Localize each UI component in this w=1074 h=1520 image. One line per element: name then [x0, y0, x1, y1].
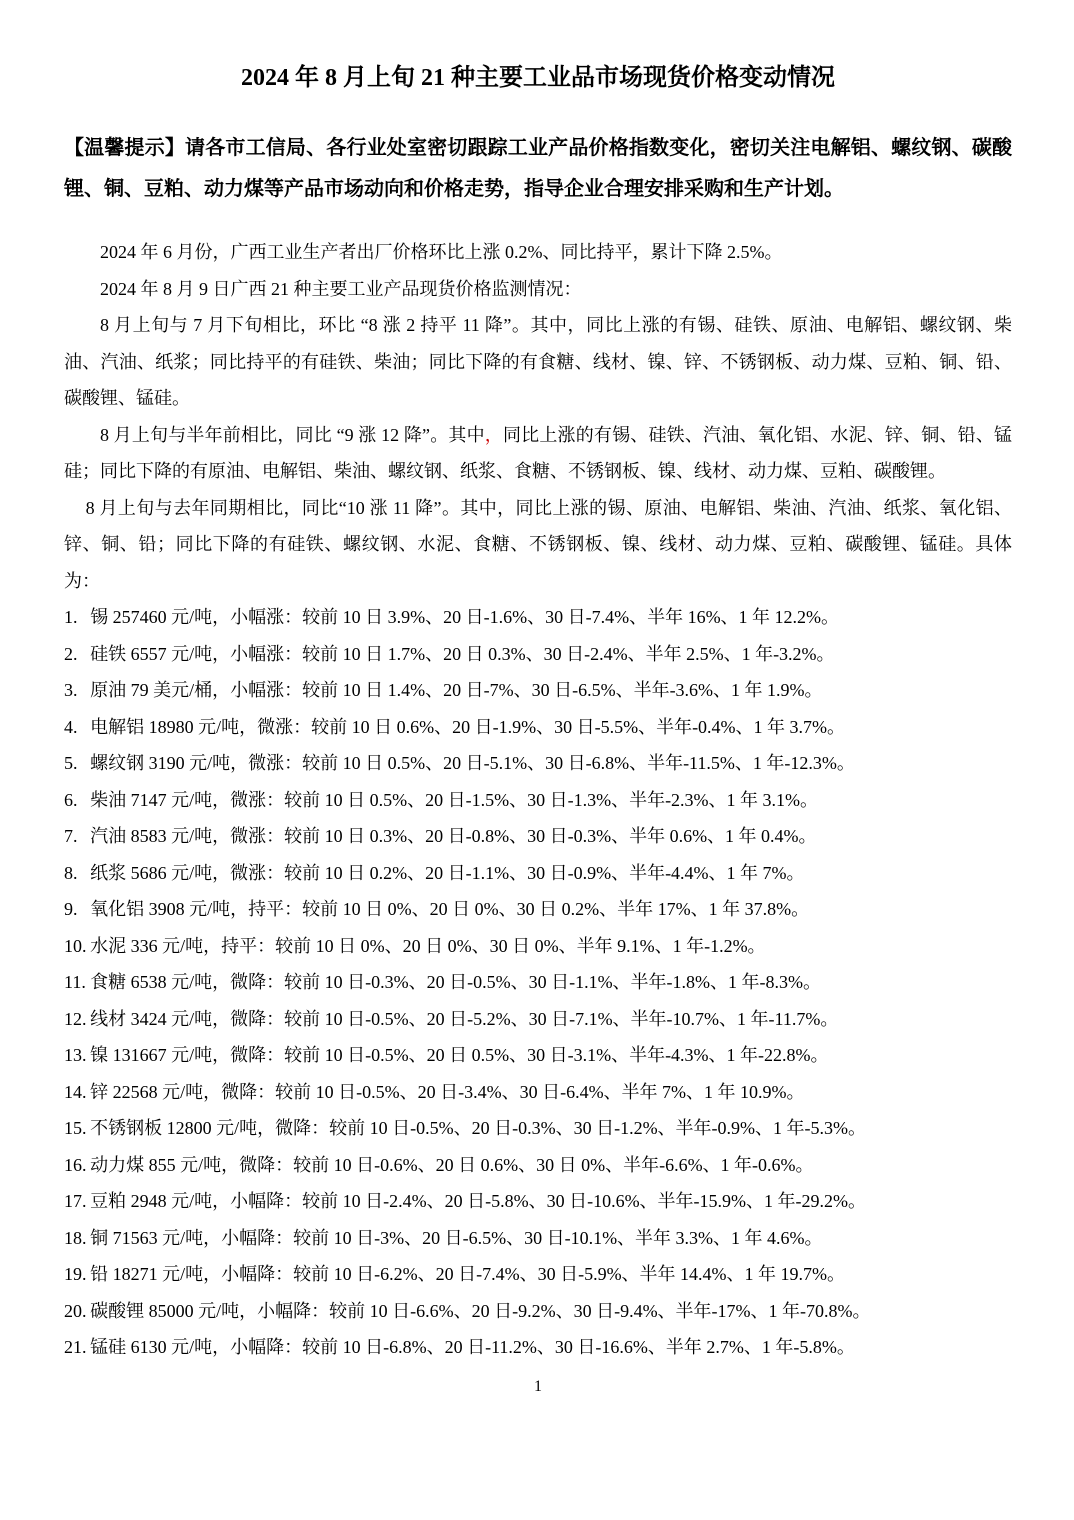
item-text: 螺纹钢 3190 元/吨，微涨：较前 10 日 0.5%、20 日-5.1%、30 日-6.8%、半年-11.5%、1 年-12.3%。: [90, 753, 855, 773]
list-item: [64, 928, 1012, 965]
price-list: [64, 599, 1012, 1366]
item-number: 11.: [64, 972, 86, 992]
list-item: [64, 1256, 1012, 1293]
paragraph-vs-half-year-before: 8 月上旬与半年前相比，同比 “9 涨 12 降”。其中: [100, 424, 485, 445]
item-number: 19.: [64, 1264, 87, 1284]
item-number: 7.: [64, 826, 78, 846]
list-item: [64, 1110, 1012, 1147]
item-number: 4.: [64, 716, 78, 737]
item-number: 8.: [64, 862, 78, 883]
list-item: [64, 818, 1012, 855]
list-item: [64, 855, 1012, 892]
item-number: 18.: [64, 1227, 87, 1248]
item-text: 硅铁 6557 元/吨，小幅涨：较前 10 日 1.7%、20 日 0.3%、30 日-2.4%、半年 2.5%、1 年-3.2%。: [90, 643, 835, 664]
item-text: 镍 131667 元/吨，微降：较前 10 日-0.5%、20 日 0.5%、30 日-3.1%、半年-4.3%、1 年-22.8%。: [90, 1045, 829, 1065]
item-text: 水泥 336 元/吨，持平：较前 10 日 0%、20 日 0%、30 日 0%、半年 9.1%、1 年-1.2%。: [90, 935, 766, 956]
page-number: 1: [534, 1377, 542, 1395]
item-number: 20.: [64, 1300, 87, 1321]
list-item: [64, 709, 1012, 746]
paragraph-vs-half-year-after: 同比上涨的有锡、硅铁、汽油、氧化铝、水泥、锌、铜、铅、锰硅；同比下降的有原油、电解铝、柴油、螺纹钢、纸浆、食糖、不锈钢板、镍、线材、动力煤、豆粕、碳酸锂。: [64, 424, 1013, 481]
list-item: [64, 1293, 1012, 1330]
notice-text: 请各市工信局、各行业处室密切跟踪工业产品价格指数变化，密切关注电解铝、螺纹钢、碳酸锂、铜、豆粕、动力煤等产品市场动向和价格走势，指导企业合理安排采购和生产计划。: [64, 137, 1013, 200]
item-number: 5.: [64, 753, 78, 773]
item-text: 氧化铝 3908 元/吨，持平：较前 10 日 0%、20 日 0%、30 日 0.2%、半年 17%、1 年 37.8%。: [90, 899, 810, 919]
list-item: [64, 964, 1012, 1001]
list-item: [64, 636, 1012, 673]
paragraph-vs-last-year: 8 月上旬与去年同期相比，同比“10 涨 11 降”。其中，同比上涨的锡、原油、电解铝、柴油、汽油、纸浆、氧化铝、锌、铜、铅；同比下降的有硅铁、螺纹钢、水泥、食糖、不锈钢板、镍、线材、动力煤、豆粕、碳酸锂、锰硅。具体为：: [64, 497, 1012, 591]
item-text: 柴油 7147 元/吨，微涨：较前 10 日 0.5%、20 日-1.5%、30 日-1.3%、半年-2.3%、1 年 3.1%。: [90, 789, 819, 810]
item-text: 纸浆 5686 元/吨，微涨：较前 10 日 0.2%、20 日-1.1%、30 日-0.9%、半年-4.4%、1 年 7%。: [90, 862, 805, 883]
item-text: 不锈钢板 12800 元/吨，微降：较前 10 日-0.5%、20 日-0.3%、30 日-1.2%、半年-0.9%、1 年-5.3%。: [90, 1118, 867, 1138]
list-item: [64, 1147, 1012, 1184]
item-text: 锰硅 6130 元/吨，小幅降：较前 10 日-6.8%、20 日-11.2%、30 日-16.6%、半年 2.7%、1 年-5.8%。: [90, 1337, 855, 1357]
paragraph-vs-late-july: 8 月上旬与 7 月下旬相比，环比 “8 涨 2 持平 11 降”。其中，同比上涨的有锡、硅铁、原油、电解铝、螺纹钢、柴油、汽油、纸浆；同比持平的有硅铁、柴油；同比下降的有食糖、线材、镍、锌、不锈钢板、动力煤、豆粕、铜、铅、碳酸锂、锰硅。: [64, 315, 1012, 408]
item-text: 线材 3424 元/吨，微降：较前 10 日-0.5%、20 日-5.2%、30 日-7.1%、半年-10.7%、1 年-11.7%。: [90, 1008, 839, 1029]
item-text: 电解铝 18980 元/吨，微涨：较前 10 日 0.6%、20 日-1.9%、30 日-5.5%、半年-0.4%、1 年 3.7%。: [90, 716, 846, 737]
list-item: [64, 745, 1012, 782]
item-number: 13.: [64, 1045, 87, 1065]
paragraph-vs-half-year: [64, 417, 1012, 490]
list-item: [64, 599, 1012, 636]
item-text: 碳酸锂 85000 元/吨，小幅降：较前 10 日-6.6%、20 日-9.2%、30 日-9.4%、半年-17%、1 年-70.8%。: [90, 1300, 871, 1321]
list-item: [64, 1220, 1012, 1257]
item-text: 铅 18271 元/吨，小幅降：较前 10 日-6.2%、20 日-7.4%、30 日-5.9%、半年 14.4%、1 年 19.7%。: [90, 1264, 846, 1284]
notice-label: 【温馨提示】: [64, 137, 186, 159]
list-item: [64, 1037, 1012, 1074]
item-number: 14.: [64, 1081, 87, 1102]
item-number: 1.: [64, 607, 78, 627]
list-item: [64, 891, 1012, 928]
list-item: [64, 782, 1012, 819]
item-text: 汽油 8583 元/吨，微涨：较前 10 日 0.3%、20 日-0.8%、30 日-0.3%、半年 0.6%、1 年 0.4%。: [90, 826, 817, 846]
notice-paragraph: [64, 128, 1012, 210]
item-number: 3.: [64, 680, 78, 700]
item-text: 原油 79 美元/桶，小幅涨：较前 10 日 1.4%、20 日-7%、30 日-6.5%、半年-3.6%、1 年 1.9%。: [90, 680, 823, 700]
item-number: 10.: [64, 935, 87, 956]
item-text: 食糖 6538 元/吨，微降：较前 10 日-0.3%、20 日-0.5%、30 日-1.1%、半年-1.8%、1 年-8.3%。: [90, 972, 822, 992]
paragraph-ppi-june: 2024 年 6 月份，广西工业生产者出厂价格环比上涨 0.2%、同比持平，累计下降 2.5%。: [100, 242, 783, 262]
item-number: 9.: [64, 899, 78, 919]
item-number: 17.: [64, 1191, 87, 1211]
list-item: [64, 1074, 1012, 1111]
item-number: 12.: [64, 1008, 87, 1029]
item-text: 锌 22568 元/吨，微降：较前 10 日-0.5%、20 日-3.4%、30 日-6.4%、半年 7%、1 年 10.9%。: [90, 1081, 805, 1102]
item-number: 6.: [64, 789, 78, 810]
item-number: 21.: [64, 1337, 87, 1357]
item-text: 锡 257460 元/吨，小幅涨：较前 10 日 3.9%、20 日-1.6%、30 日-7.4%、半年 16%、1 年 12.2%。: [90, 607, 840, 627]
item-text: 豆粕 2948 元/吨，小幅降：较前 10 日-2.4%、20 日-5.8%、30 日-10.6%、半年-15.9%、1 年-29.2%。: [90, 1191, 867, 1211]
item-number: 2.: [64, 643, 78, 664]
red-comma: ，: [484, 424, 503, 445]
item-text: 铜 71563 元/吨，小幅降：较前 10 日-3%、20 日-6.5%、30 日-10.1%、半年 3.3%、1 年 4.6%。: [90, 1227, 823, 1248]
list-item: [64, 1183, 1012, 1220]
list-item: [64, 1001, 1012, 1038]
item-number: 16.: [64, 1154, 87, 1175]
page-title: 2024 年 8 月上旬 21 种主要工业品市场现货价格变动情况: [241, 65, 835, 91]
item-number: 15.: [64, 1118, 87, 1138]
paragraph-monitor-intro: 2024 年 8 月 9 日广西 21 种主要工业产品现货价格监测情况：: [100, 278, 582, 299]
list-item: [64, 1329, 1012, 1366]
item-text: 动力煤 855 元/吨，微降：较前 10 日-0.6%、20 日 0.6%、30 日 0%、半年-6.6%、1 年-0.6%。: [90, 1154, 814, 1175]
list-item: [64, 672, 1012, 709]
